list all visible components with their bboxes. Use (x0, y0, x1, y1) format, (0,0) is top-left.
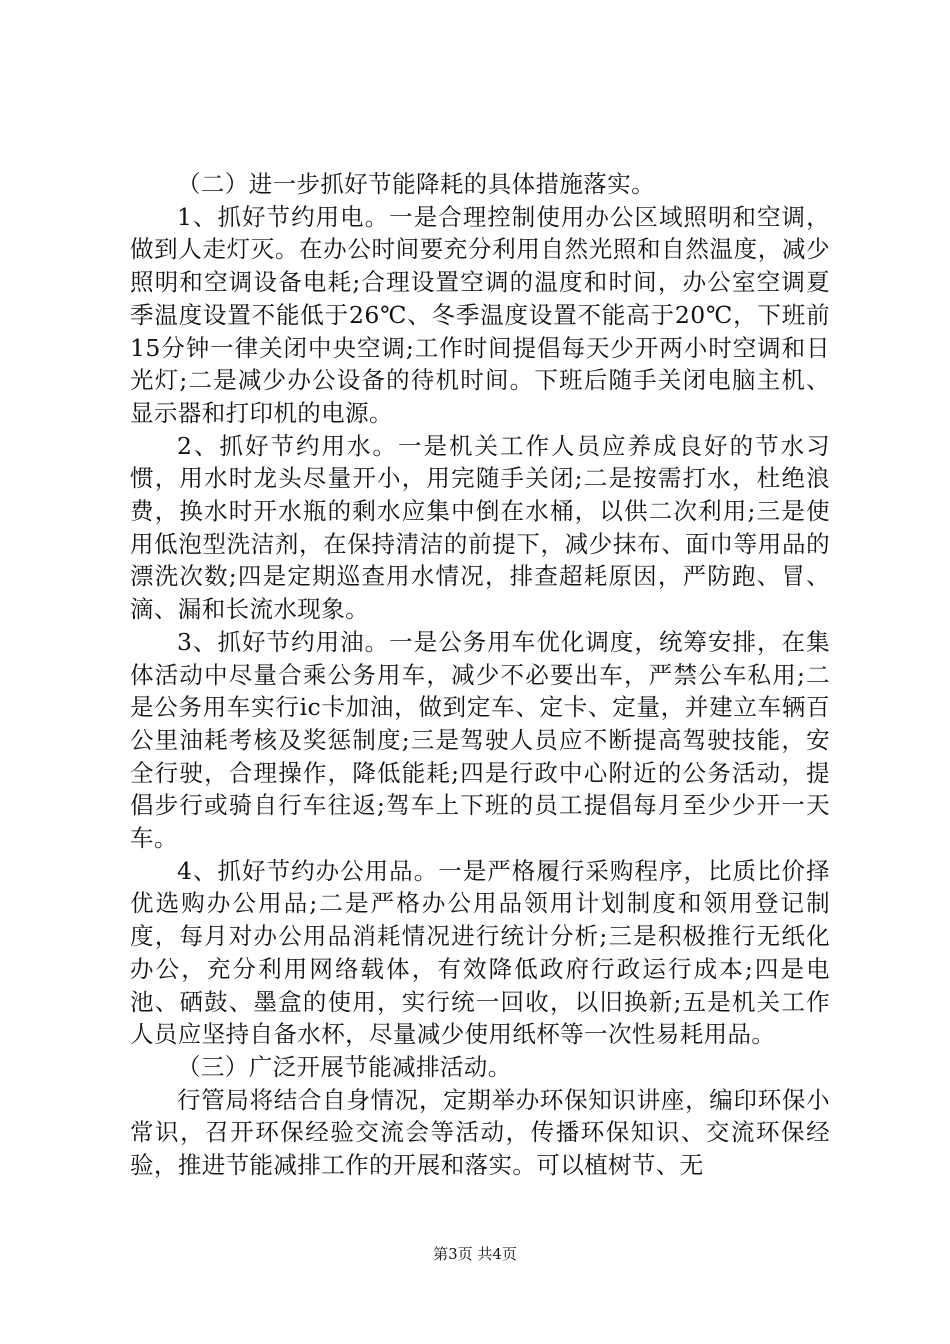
document-body (130, 168, 830, 1182)
paragraph-water: 2、抓好节约用水。一是机关工作人员应养成良好的节水习惯，用水时龙头尽量开小，用完随手关闭;二是按需打水，杜绝浪费，换水时开水瓶的剩水应集中倒在水桶，以供二次利用;三是使用低泡型洗洁剂，在保持清洁的前提下，减少抹布、面巾等用品的漂洗次数;四是定期巡查用水情况，排查超耗原因，严防跑、冒、滴、漏和长流水现象。 (130, 431, 830, 624)
section-heading-3: （三）广泛开展节能减排活动。 (177, 1052, 512, 1081)
section-heading-2: （二）进一步抓好节能降耗的具体措施落实。 (177, 170, 655, 198)
paragraph-activities: 行管局将结合自身情况，定期举办环保知识讲座，编印环保小常识，召开环保经验交流会等活动，传播环保知识、交流环保经验，推进节能减排工作的开展和落实。可以植树节、无 (130, 1085, 830, 1180)
paragraph-electricity: 1、抓好节约用电。一是合理控制使用办公区域照明和空调，做到人走灯灭。在办公时间要充分利用自然光照和自然温度，减少照明和空调设备电耗;合理设置空调的温度和时间，办公室空调夏季温度设置不能低于26℃、冬季温度设置不能高于20℃，下班前15分钟一律关闭中央空调;工作时间提倡每天少开两小时空调和日光灯;二是减少办公设备的待机时间。下班后随手关闭电脑主机、显示器和打印机的电源。 (130, 202, 830, 427)
page-number-footer: 第3页 共4页 (433, 1245, 517, 1263)
paragraph-fuel: 3、抓好节约用油。一是公务用车优化调度，统筹安排，在集体活动中尽量合乘公务用车，减少不必要出车，严禁公车私用;二是公务用车实行ic卡加油，做到定车、定卡、定量，并建立车辆百公里油耗考核及奖惩制度;三是驾驶人员应不断提高驾驶技能，安全行驶，合理操作，降低能耗;四是行政中心附近的公务活动，提倡步行或骑自行车往返;驾车上下班的员工提倡每月至少少开一天车。 (130, 627, 830, 853)
paragraph-office-supplies: 4、抓好节约办公用品。一是严格履行采购程序，比质比价择优选购办公用品;二是严格办公用品领用计划制度和领用登记制度，每月对办公用品消耗情况进行统计分析;三是积极推行无纸化办公，充分利用网络载体，有效降低政府行政运行成本;四是电池、硒鼓、墨盒的使用，实行统一回收，以旧换新;五是机关工作人员应坚持自备水杯，尽量减少使用纸杯等一次性易耗用品。 (130, 856, 830, 1049)
